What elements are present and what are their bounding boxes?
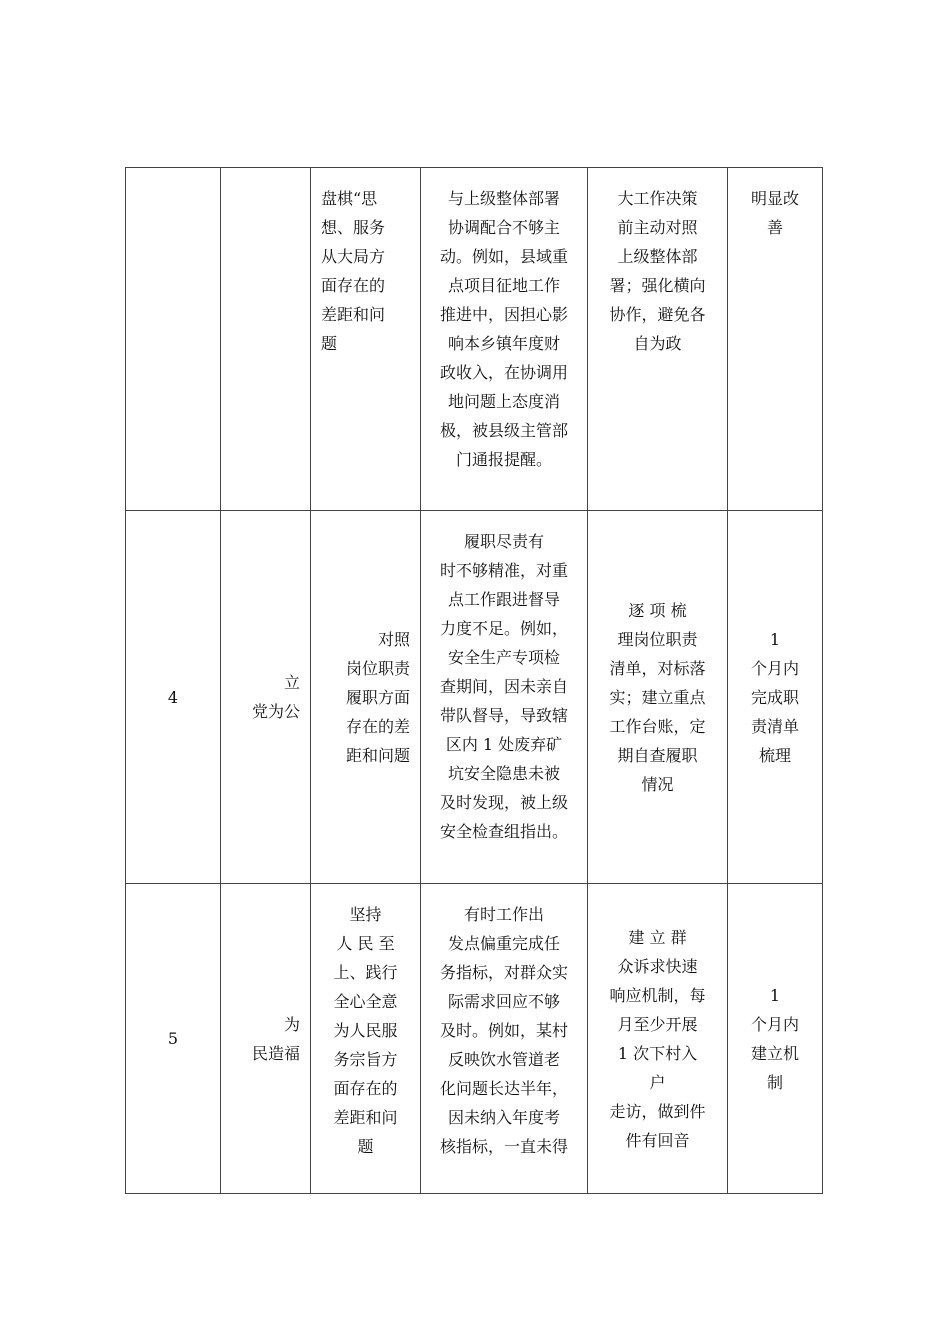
cell-line: 前主动对照 — [617, 218, 698, 237]
measure-cell — [588, 168, 728, 511]
cell-line: 想、服务 — [321, 218, 386, 237]
cell-line: 全心全意 — [333, 992, 398, 1011]
category-cell — [221, 511, 311, 884]
cell-line: 区内 1 处废弃矿 — [445, 735, 563, 754]
cell-line: 完成职 — [750, 687, 799, 707]
index-cell — [126, 168, 221, 511]
cell-line: 众诉求快速 — [617, 956, 698, 976]
cell-line: 个月内 — [750, 1014, 799, 1034]
cell-line: 梳理 — [758, 745, 791, 765]
cell-line: 及时。例如，某村 — [439, 1021, 568, 1040]
cell-line: 户 — [649, 1072, 666, 1092]
cell-line: 建立机 — [750, 1043, 799, 1063]
cell-line: 极，被县级主管部 — [439, 421, 568, 440]
cell-line: 件有回音 — [625, 1130, 690, 1150]
cell-line: 从大局方 — [321, 247, 386, 266]
cell-line: 责清单 — [750, 716, 799, 736]
cell-line: 因未纳入年度考 — [447, 1108, 560, 1127]
table-row — [126, 884, 823, 1194]
cell-line: 及时发现，被上级 — [439, 793, 568, 812]
cell-line: 际需求回应不够 — [447, 992, 560, 1011]
item-cell — [311, 511, 421, 884]
cell-line: 地问题上态度消 — [447, 392, 560, 411]
item-cell — [311, 168, 421, 511]
rectification-table — [125, 167, 823, 1194]
cell-line: 面存在的 — [321, 276, 386, 295]
cell-line: 署；强化横向 — [609, 276, 706, 295]
cell-line: 理岗位职责 — [617, 629, 698, 649]
table-row — [126, 511, 823, 884]
cell-line: 距和问题 — [345, 745, 410, 765]
cell-line: 1 — [769, 629, 781, 649]
cell-line: 制 — [766, 1072, 783, 1092]
index-cell: 4 — [126, 511, 221, 884]
problem-cell — [421, 884, 588, 1194]
cell-line: 个月内 — [750, 658, 799, 678]
category-cell — [221, 884, 311, 1194]
cell-line: 自为政 — [633, 334, 682, 353]
cell-line: 务指标，对群众实 — [439, 963, 568, 982]
cell-line: 大工作决策 — [617, 189, 698, 208]
cell-line: 岗位职责 — [345, 658, 410, 678]
cell-line: 响应机制，每 — [609, 985, 706, 1005]
cell-line: 工作台账，定 — [609, 716, 706, 736]
cell-line: 为 — [283, 1014, 300, 1034]
cell-line: 月至少开展 — [617, 1014, 698, 1034]
cell-line: 务宗旨方 — [333, 1050, 398, 1069]
cell-line: 1 — [769, 985, 781, 1005]
cell-line: 安全检查组指出。 — [439, 822, 568, 841]
cell-line: 党为公 — [251, 702, 300, 721]
category-cell — [221, 168, 311, 511]
cell-line: 动。例如，县域重 — [439, 247, 568, 266]
cell-line: 情况 — [641, 774, 674, 794]
cell-line: 坚持 — [349, 905, 382, 924]
cell-line: 差距和问 — [321, 305, 386, 324]
cell-line: 清单，对标落 — [609, 658, 706, 678]
cell-line: 善 — [766, 218, 783, 237]
cell-line: 走访，做到件 — [609, 1101, 706, 1121]
cell-line: 上级整体部 — [617, 247, 698, 266]
cell-line: 存在的差 — [345, 716, 410, 736]
table-row — [126, 168, 823, 511]
cell-line: 反映饮水管道老 — [447, 1050, 560, 1069]
cell-line: 立 — [283, 673, 300, 692]
cell-line: 点项目征地工作 — [447, 276, 560, 295]
deadline-cell — [728, 511, 823, 884]
cell-line: 点工作跟进督导 — [447, 590, 560, 609]
cell-line: 履职尽责有 — [463, 532, 544, 551]
cell-line: 查期间，因未亲自 — [439, 677, 568, 696]
cell-line: 门通报提醒。 — [455, 450, 552, 469]
cell-line: 政收入，在协调用 — [439, 363, 568, 382]
cell-line: 化问题长达半年， — [439, 1079, 568, 1098]
problem-cell — [421, 511, 588, 884]
cell-line: 建 立 群 — [628, 927, 687, 947]
cell-line: 面存在的 — [333, 1079, 398, 1098]
cell-line: 履职方面 — [345, 687, 410, 707]
cell-line: 与上级整体部署 — [447, 189, 560, 208]
cell-line: 时不够精准，对重 — [439, 561, 568, 580]
cell-line: 带队督导，导致辖 — [439, 706, 568, 725]
cell-line: 盘棋“思 — [321, 189, 378, 208]
cell-line: 协作，避免各 — [609, 305, 706, 324]
measure-cell — [588, 511, 728, 884]
cell-line: 有时工作出 — [463, 905, 544, 924]
cell-line: 差距和问 — [333, 1108, 398, 1127]
deadline-cell — [728, 168, 823, 511]
cell-line: 题 — [321, 334, 338, 353]
cell-line: 安全生产专项检 — [447, 648, 560, 667]
cell-line: 期自查履职 — [617, 745, 698, 765]
cell-line: 民造福 — [251, 1043, 300, 1063]
cell-line: 发点偏重完成任 — [447, 934, 560, 953]
cell-line: 对照 — [377, 629, 410, 649]
cell-line: 明显改 — [750, 189, 799, 208]
cell-line: 为人民服 — [333, 1021, 398, 1040]
measure-cell — [588, 884, 728, 1194]
cell-line: 坑安全隐患未被 — [447, 764, 560, 783]
problem-cell — [421, 168, 588, 511]
cell-line: 核指标，一直未得 — [439, 1137, 568, 1156]
deadline-cell — [728, 884, 823, 1194]
cell-line: 力度不足。例如， — [439, 619, 568, 638]
cell-line: 实；建立重点 — [609, 687, 706, 707]
cell-line: 上、践行 — [333, 963, 398, 982]
cell-line: 推进中，因担心影 — [439, 305, 568, 324]
index-cell: 5 — [126, 884, 221, 1194]
cell-line: 1 次下村入 — [617, 1043, 698, 1063]
cell-line: 协调配合不够主 — [447, 218, 560, 237]
item-cell — [311, 884, 421, 1194]
cell-line: 题 — [357, 1137, 374, 1156]
cell-line: 逐 项 梳 — [628, 600, 687, 620]
cell-line: 响本乡镇年度财 — [447, 334, 560, 353]
cell-line: 人 民 至 — [336, 934, 395, 953]
